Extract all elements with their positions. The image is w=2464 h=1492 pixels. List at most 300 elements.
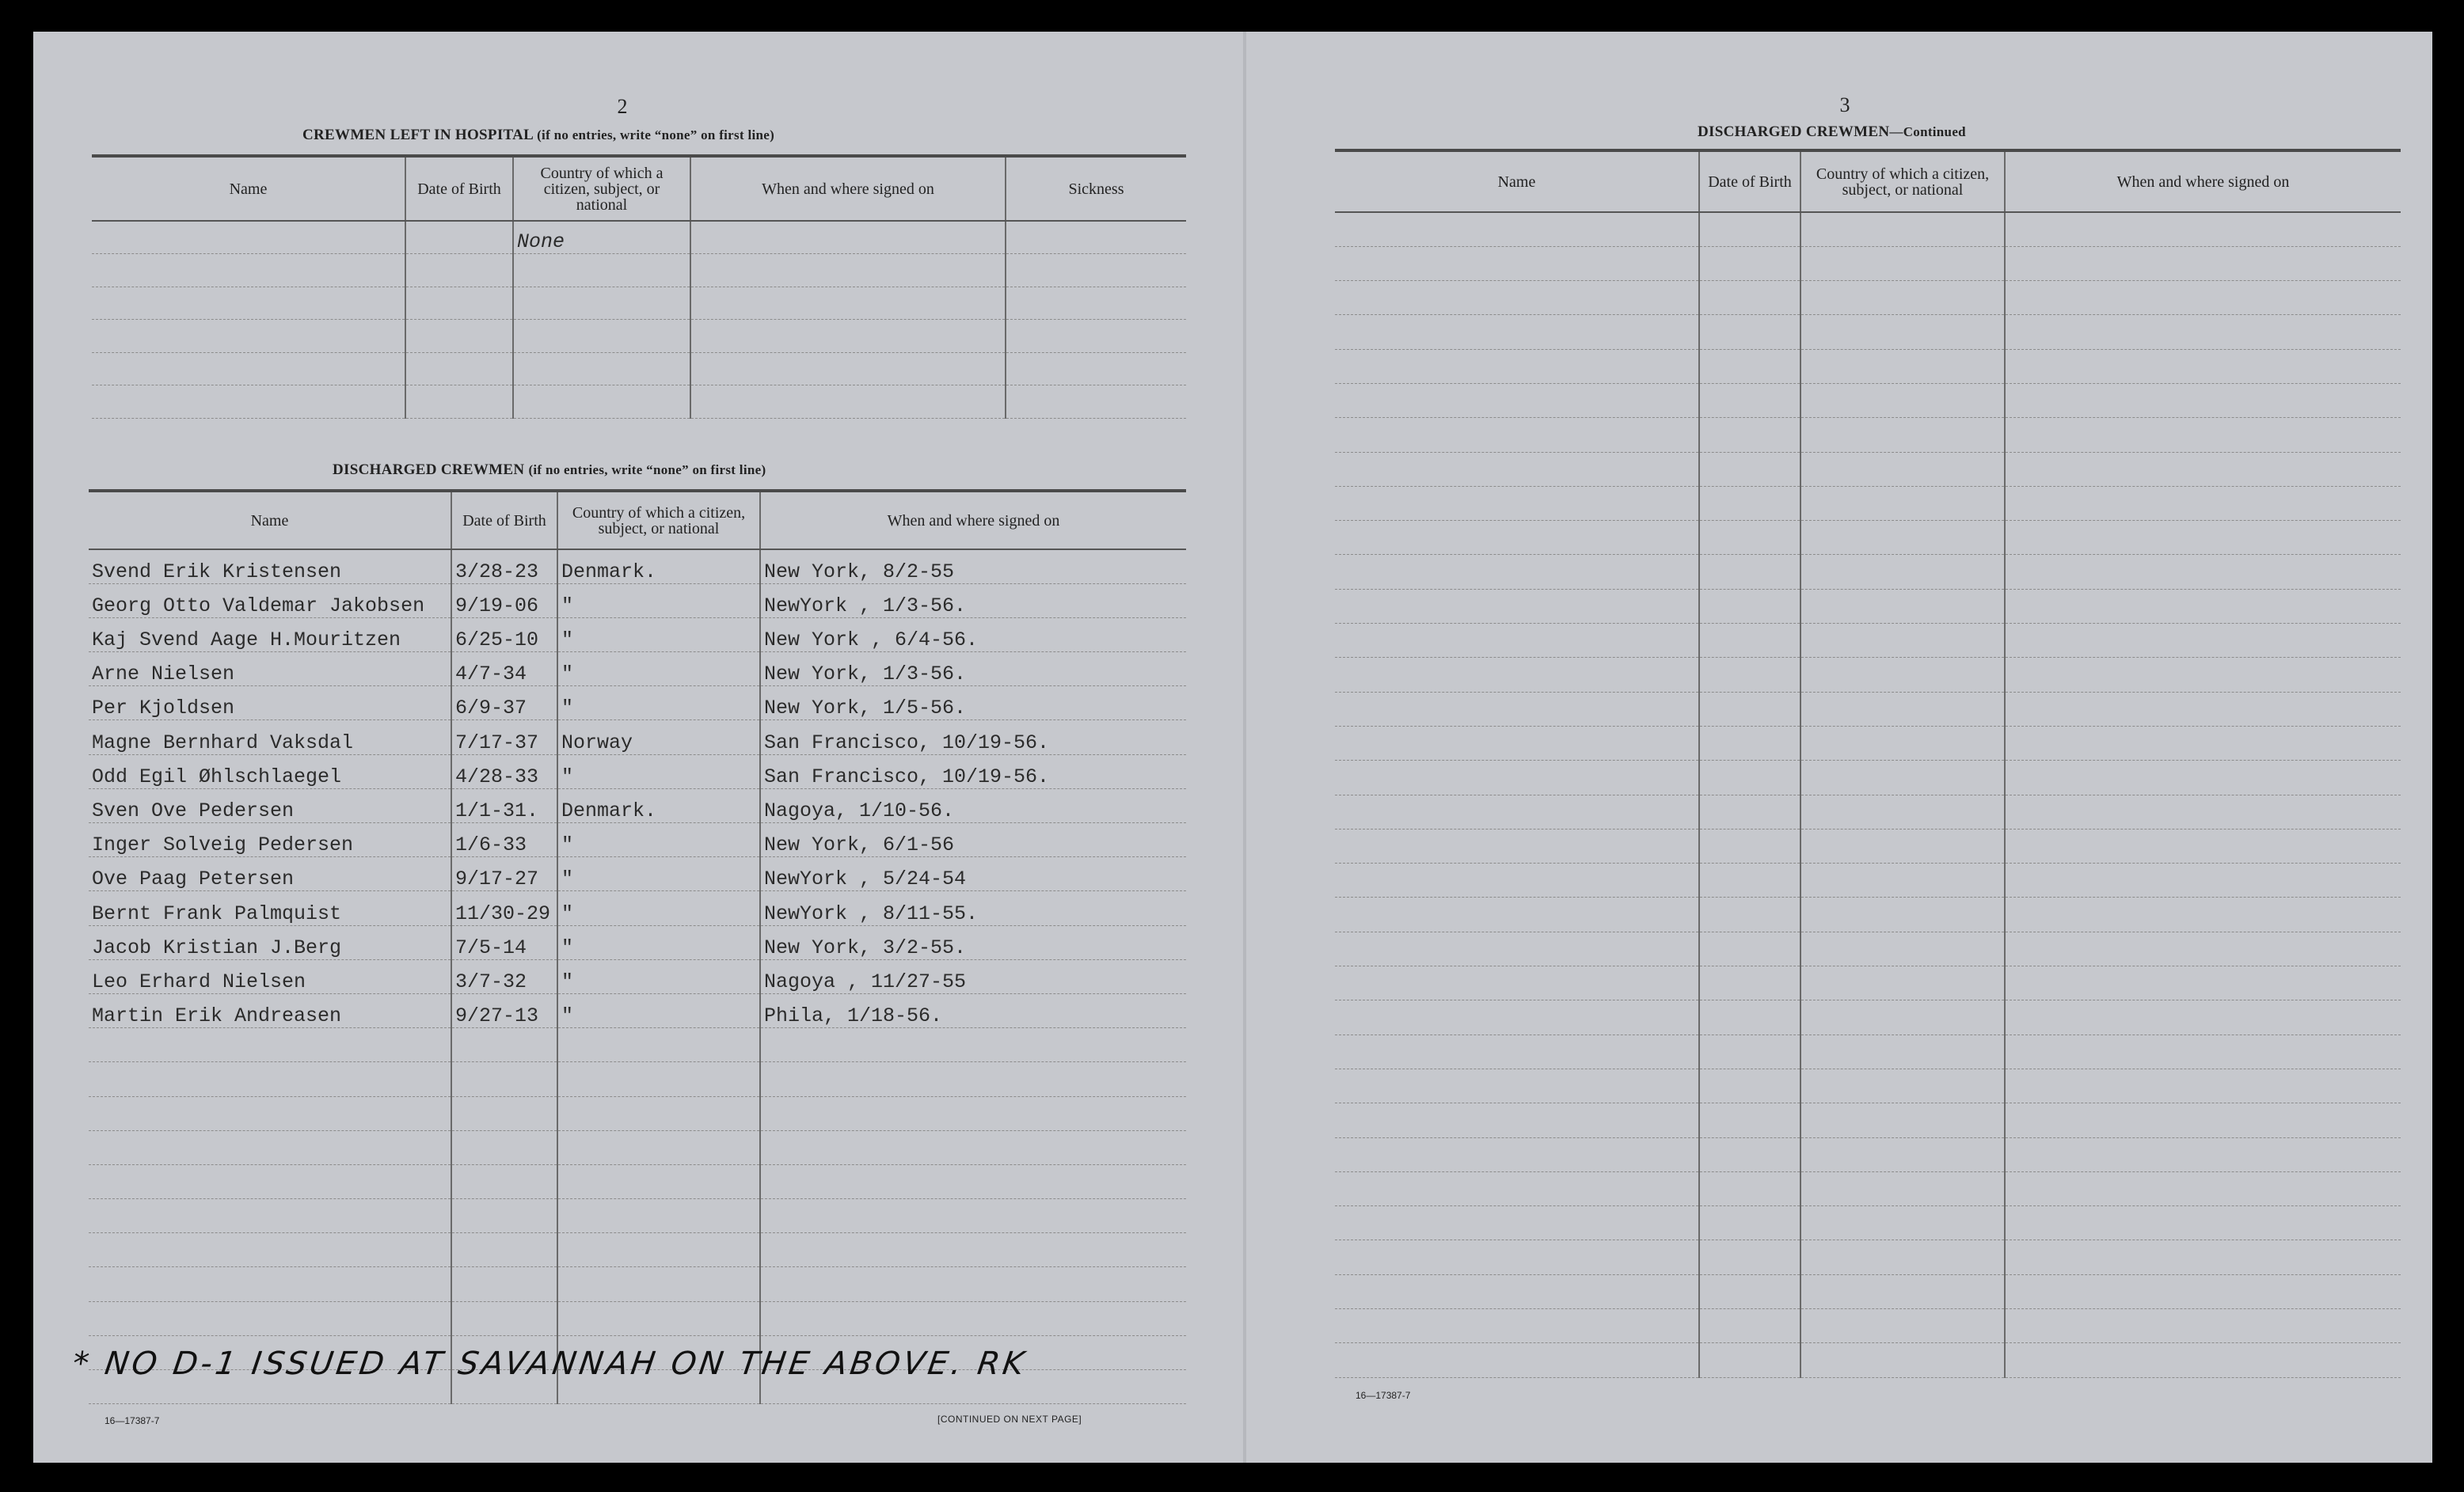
table-cell: Odd Egil Øhlschlaegel xyxy=(89,754,451,788)
table-cell xyxy=(1335,829,1699,863)
table-cell xyxy=(760,1199,1186,1233)
table-cell xyxy=(760,1130,1186,1164)
table-cell xyxy=(1800,1137,2005,1171)
table-cell xyxy=(1335,555,1699,589)
table-cell xyxy=(513,385,690,419)
table-cell: New York, 3/2-55. xyxy=(760,925,1186,959)
table-cell xyxy=(2005,486,2401,520)
table-cell: " xyxy=(557,959,760,993)
table-row xyxy=(89,891,1186,925)
table-cell xyxy=(405,352,513,385)
table-row xyxy=(89,1233,1186,1267)
table-cell xyxy=(451,1267,557,1301)
table-row xyxy=(92,254,1186,287)
table-cell xyxy=(89,1199,451,1233)
table-cell: 9/19-06 xyxy=(451,583,557,617)
table-row xyxy=(1335,281,2401,315)
column-header-country: Country of which a citizen, subject, or national xyxy=(513,156,690,221)
table-cell: " xyxy=(557,823,760,857)
table-cell xyxy=(1335,898,1699,932)
table-row xyxy=(89,754,1186,788)
table-cell xyxy=(451,1096,557,1130)
table-cell xyxy=(1699,486,1800,520)
table-cell xyxy=(557,1199,760,1233)
table-row xyxy=(1335,349,2401,383)
table-row xyxy=(1335,932,2401,966)
table-cell xyxy=(1006,352,1186,385)
table-cell xyxy=(1699,1000,1800,1035)
table-row xyxy=(1335,1309,2401,1343)
table-cell xyxy=(1800,315,2005,349)
table-cell xyxy=(2005,281,2401,315)
table-cell xyxy=(1699,898,1800,932)
table-row xyxy=(89,823,1186,857)
table-cell: 11/30-29 xyxy=(451,891,557,925)
table-cell xyxy=(690,221,1006,254)
table-cell xyxy=(1699,1103,1800,1137)
table-cell xyxy=(2005,1309,2401,1343)
table-cell xyxy=(1335,521,1699,555)
table-row xyxy=(89,1096,1186,1130)
table-cell xyxy=(1800,1206,2005,1240)
table-cell xyxy=(1800,864,2005,898)
table-cell: 7/5-14 xyxy=(451,925,557,959)
table-cell xyxy=(2005,555,2401,589)
table-cell xyxy=(1800,795,2005,829)
continued-suffix: —Continued xyxy=(1889,124,1966,139)
table-cell: San Francisco, 10/19-56. xyxy=(760,754,1186,788)
table-row xyxy=(92,221,1186,254)
table-cell xyxy=(1699,589,1800,623)
table-cell xyxy=(1800,418,2005,452)
table-cell xyxy=(1335,1274,1699,1308)
table-cell xyxy=(2005,795,2401,829)
table-cell xyxy=(690,254,1006,287)
table-cell: " xyxy=(557,617,760,651)
table-cell: NewYork , 5/24-54 xyxy=(760,857,1186,891)
table-cell xyxy=(2005,349,2401,383)
discharged-title: DISCHARGED CREWMEN xyxy=(1698,123,1890,140)
table-cell xyxy=(760,1233,1186,1267)
table-cell xyxy=(1335,1137,1699,1171)
table-cell xyxy=(2005,624,2401,658)
table-cell xyxy=(1335,692,1699,726)
table-row xyxy=(89,959,1186,993)
table-cell xyxy=(1800,624,2005,658)
table-row xyxy=(1335,761,2401,795)
table-cell: New York, 1/5-56. xyxy=(760,686,1186,720)
table-cell xyxy=(92,385,405,419)
table-cell xyxy=(557,1096,760,1130)
table-cell: Bernt Frank Palmquist xyxy=(89,891,451,925)
column-header-signed-on: When and where signed on xyxy=(2005,150,2401,212)
discharged-continued-table xyxy=(1335,149,2401,1378)
table-cell xyxy=(2005,1103,2401,1137)
column-header-name: Name xyxy=(1335,150,1699,212)
form-code: 16—17387-7 xyxy=(105,1415,160,1426)
table-cell xyxy=(451,1301,557,1335)
table-cell xyxy=(690,320,1006,353)
table-cell xyxy=(1699,1069,1800,1103)
table-row xyxy=(92,287,1186,320)
handwritten-note: * NO D-1 ISSUED AT SAVANNAH ON THE ABOVE. RK xyxy=(70,1346,1030,1382)
table-cell xyxy=(2005,521,2401,555)
table-cell xyxy=(2005,1274,2401,1308)
table-cell xyxy=(1800,1274,2005,1308)
table-cell: 3/28-23 xyxy=(451,549,557,583)
table-cell xyxy=(1800,1240,2005,1274)
table-cell xyxy=(2005,898,2401,932)
table-cell xyxy=(2005,589,2401,623)
table-cell: Per Kjoldsen xyxy=(89,686,451,720)
table-cell xyxy=(1800,212,2005,246)
table-cell xyxy=(2005,452,2401,486)
right-page xyxy=(1253,32,2432,1463)
table-cell xyxy=(2005,1343,2401,1377)
table-cell: Georg Otto Valdemar Jakobsen xyxy=(89,583,451,617)
table-cell xyxy=(1800,349,2005,383)
table-cell: Sven Ove Pedersen xyxy=(89,788,451,822)
table-cell xyxy=(690,385,1006,419)
table-cell xyxy=(89,1028,451,1062)
hospital-section-title xyxy=(302,127,774,144)
table-cell xyxy=(1800,898,2005,932)
table-cell: 1/1-31. xyxy=(451,788,557,822)
table-cell xyxy=(1699,864,1800,898)
table-cell xyxy=(1335,726,1699,760)
table-cell: Kaj Svend Aage H.Mouritzen xyxy=(89,617,451,651)
table-cell xyxy=(2005,864,2401,898)
table-cell xyxy=(1699,795,1800,829)
table-cell xyxy=(92,320,405,353)
table-cell xyxy=(1800,1103,2005,1137)
table-cell xyxy=(1800,1343,2005,1377)
table-cell xyxy=(1800,1171,2005,1205)
table-cell xyxy=(1800,521,2005,555)
table-cell xyxy=(760,1267,1186,1301)
table-row xyxy=(89,1062,1186,1096)
discharged-section-title xyxy=(333,461,766,479)
table-cell xyxy=(1800,281,2005,315)
column-header-birth: Date of Birth xyxy=(451,491,557,549)
table-row xyxy=(1335,383,2401,417)
table-cell xyxy=(1335,1069,1699,1103)
column-header-birth: Date of Birth xyxy=(405,156,513,221)
table-cell xyxy=(1699,452,1800,486)
table-cell xyxy=(92,254,405,287)
table-row xyxy=(89,1267,1186,1301)
table-cell xyxy=(1800,932,2005,966)
table-row xyxy=(1335,589,2401,623)
table-row xyxy=(1335,1137,2401,1171)
table-cell xyxy=(1699,349,1800,383)
table-cell: None xyxy=(513,221,690,254)
table-cell xyxy=(1699,624,1800,658)
table-cell: " xyxy=(557,993,760,1027)
table-row xyxy=(89,652,1186,686)
hospital-subtitle: (if no entries, write “none” on first line) xyxy=(537,127,775,142)
table-cell xyxy=(1699,383,1800,417)
table-cell xyxy=(1699,521,1800,555)
table-cell xyxy=(1699,1240,1800,1274)
table-cell xyxy=(557,1267,760,1301)
table-cell xyxy=(1699,418,1800,452)
table-cell: " xyxy=(557,583,760,617)
table-cell xyxy=(1699,1035,1800,1069)
table-cell xyxy=(1335,589,1699,623)
hospital-table xyxy=(92,154,1186,419)
table-cell xyxy=(2005,212,2401,246)
table-cell xyxy=(451,1062,557,1096)
table-row xyxy=(89,1301,1186,1335)
table-row xyxy=(89,993,1186,1027)
table-cell xyxy=(451,1233,557,1267)
table-cell xyxy=(1335,418,1699,452)
table-cell xyxy=(451,1130,557,1164)
table-cell xyxy=(1800,452,2005,486)
table-cell xyxy=(2005,383,2401,417)
table-cell xyxy=(1335,1240,1699,1274)
table-row xyxy=(1335,315,2401,349)
table-cell xyxy=(89,1267,451,1301)
table-cell xyxy=(1699,555,1800,589)
table-cell xyxy=(760,1062,1186,1096)
table-row xyxy=(1335,864,2401,898)
table-row xyxy=(89,925,1186,959)
table-cell xyxy=(1335,1343,1699,1377)
table-cell xyxy=(1335,315,1699,349)
table-cell: New York , 6/4-56. xyxy=(760,617,1186,651)
table-row xyxy=(1335,1000,2401,1035)
table-cell xyxy=(2005,418,2401,452)
table-cell xyxy=(2005,1137,2401,1171)
table-cell xyxy=(1006,287,1186,320)
column-header-birth: Date of Birth xyxy=(1699,150,1800,212)
table-cell: Denmark. xyxy=(557,549,760,583)
table-cell xyxy=(513,254,690,287)
table-cell: 4/7-34 xyxy=(451,652,557,686)
table-row xyxy=(89,617,1186,651)
table-cell xyxy=(1800,692,2005,726)
table-cell: New York, 1/3-56. xyxy=(760,652,1186,686)
table-cell xyxy=(1699,1274,1800,1308)
table-cell xyxy=(1335,212,1699,246)
table-cell: Ove Paag Petersen xyxy=(89,857,451,891)
discharged-continued-title xyxy=(1698,123,1966,141)
table-cell xyxy=(2005,966,2401,1000)
table-cell: " xyxy=(557,652,760,686)
table-row xyxy=(1335,452,2401,486)
table-cell xyxy=(1800,966,2005,1000)
column-header-name: Name xyxy=(89,491,451,549)
table-cell xyxy=(1699,1171,1800,1205)
table-row xyxy=(89,1164,1186,1198)
table-cell xyxy=(1800,486,2005,520)
table-cell xyxy=(451,1199,557,1233)
table-cell xyxy=(89,1301,451,1335)
table-cell xyxy=(760,1096,1186,1130)
table-cell xyxy=(760,1301,1186,1335)
table-row xyxy=(1335,898,2401,932)
table-cell xyxy=(1800,761,2005,795)
table-cell: 9/27-13 xyxy=(451,993,557,1027)
table-cell xyxy=(557,1028,760,1062)
table-cell xyxy=(1335,1000,1699,1035)
table-cell xyxy=(1800,589,2005,623)
table-cell xyxy=(760,1164,1186,1198)
table-cell: Arne Nielsen xyxy=(89,652,451,686)
table-cell xyxy=(1335,1309,1699,1343)
table-row xyxy=(89,857,1186,891)
table-cell xyxy=(89,1130,451,1164)
table-cell xyxy=(2005,1206,2401,1240)
table-row xyxy=(89,720,1186,754)
table-cell xyxy=(557,1301,760,1335)
column-header-name: Name xyxy=(92,156,405,221)
hospital-title: CREWMEN LEFT IN HOSPITAL xyxy=(302,127,534,143)
table-cell xyxy=(1335,1035,1699,1069)
table-cell: 9/17-27 xyxy=(451,857,557,891)
table-cell xyxy=(2005,1035,2401,1069)
table-row xyxy=(1335,1206,2401,1240)
column-header-country: Country of which a citizen, subject, or national xyxy=(557,491,760,549)
table-cell xyxy=(760,1028,1186,1062)
table-cell: " xyxy=(557,925,760,959)
table-row xyxy=(1335,658,2401,692)
table-cell: 6/25-10 xyxy=(451,617,557,651)
table-row xyxy=(1335,1343,2401,1377)
table-cell xyxy=(1699,761,1800,795)
table-cell xyxy=(1699,212,1800,246)
table-cell xyxy=(1699,1137,1800,1171)
table-cell: Denmark. xyxy=(557,788,760,822)
table-cell: " xyxy=(557,891,760,925)
table-cell: New York, 8/2-55 xyxy=(760,549,1186,583)
table-cell xyxy=(2005,761,2401,795)
table-cell xyxy=(690,287,1006,320)
table-cell: Inger Solveig Pedersen xyxy=(89,823,451,857)
table-row xyxy=(89,583,1186,617)
table-cell xyxy=(1006,385,1186,419)
table-cell xyxy=(1335,486,1699,520)
table-cell xyxy=(1699,315,1800,349)
table-cell xyxy=(1335,932,1699,966)
table-cell xyxy=(451,1028,557,1062)
page-number: 3 xyxy=(1839,93,1850,116)
table-cell xyxy=(2005,1000,2401,1035)
table-cell xyxy=(92,287,405,320)
table-cell: San Francisco, 10/19-56. xyxy=(760,720,1186,754)
table-row xyxy=(89,1028,1186,1062)
table-cell xyxy=(690,352,1006,385)
table-row xyxy=(1335,1069,2401,1103)
table-cell xyxy=(1699,829,1800,863)
table-cell xyxy=(1699,246,1800,280)
table-row xyxy=(1335,1035,2401,1069)
table-cell: 4/28-33 xyxy=(451,754,557,788)
table-row xyxy=(1335,966,2401,1000)
table-cell: Norway xyxy=(557,720,760,754)
left-page xyxy=(33,32,1221,1463)
table-cell xyxy=(89,1096,451,1130)
table-cell xyxy=(1699,932,1800,966)
table-cell xyxy=(1699,726,1800,760)
table-row xyxy=(1335,1240,2401,1274)
table-cell xyxy=(1800,658,2005,692)
table-cell xyxy=(1699,966,1800,1000)
table-cell xyxy=(557,1062,760,1096)
table-cell xyxy=(1800,829,2005,863)
table-cell xyxy=(1800,1000,2005,1035)
table-cell: " xyxy=(557,754,760,788)
table-cell: Leo Erhard Nielsen xyxy=(89,959,451,993)
table-cell xyxy=(2005,829,2401,863)
table-cell xyxy=(1699,692,1800,726)
table-cell xyxy=(1335,452,1699,486)
table-cell xyxy=(1335,1171,1699,1205)
table-cell xyxy=(1699,1206,1800,1240)
column-header-country: Country of which a citizen, subject, or national xyxy=(1800,150,2005,212)
table-cell xyxy=(1335,1206,1699,1240)
table-cell xyxy=(89,1164,451,1198)
table-row xyxy=(1335,246,2401,280)
table-cell: Nagoya , 11/27-55 xyxy=(760,959,1186,993)
table-cell xyxy=(92,352,405,385)
table-cell xyxy=(1006,254,1186,287)
table-row xyxy=(1335,624,2401,658)
table-cell xyxy=(405,287,513,320)
table-cell xyxy=(2005,932,2401,966)
table-cell xyxy=(1335,246,1699,280)
table-cell xyxy=(1699,1309,1800,1343)
table-cell xyxy=(1800,726,2005,760)
table-cell xyxy=(1699,281,1800,315)
table-row xyxy=(89,686,1186,720)
table-cell xyxy=(513,352,690,385)
table-cell xyxy=(513,320,690,353)
table-row xyxy=(92,385,1186,419)
discharged-table xyxy=(89,489,1186,1404)
table-row xyxy=(92,320,1186,353)
table-row xyxy=(1335,1274,2401,1308)
table-cell xyxy=(1800,555,2005,589)
page-number: 2 xyxy=(617,95,628,118)
table-cell xyxy=(1800,1035,2005,1069)
table-cell xyxy=(2005,692,2401,726)
table-cell xyxy=(557,1164,760,1198)
table-cell xyxy=(1800,1309,2005,1343)
form-code: 16—17387-7 xyxy=(1356,1390,1411,1401)
table-cell xyxy=(1335,761,1699,795)
table-cell xyxy=(1335,966,1699,1000)
table-cell xyxy=(557,1130,760,1164)
table-cell xyxy=(405,385,513,419)
table-cell: Martin Erik Andreasen xyxy=(89,993,451,1027)
table-cell: NewYork , 1/3-56. xyxy=(760,583,1186,617)
table-cell xyxy=(2005,726,2401,760)
table-cell xyxy=(2005,246,2401,280)
table-cell: Jacob Kristian J.Berg xyxy=(89,925,451,959)
table-cell: Nagoya, 1/10-56. xyxy=(760,788,1186,822)
table-cell xyxy=(405,254,513,287)
table-row xyxy=(1335,692,2401,726)
discharged-subtitle: (if no entries, write “none” on first line) xyxy=(528,462,766,477)
table-cell xyxy=(92,221,405,254)
continued-note: [CONTINUED ON NEXT PAGE] xyxy=(937,1414,1082,1425)
table-cell xyxy=(1335,658,1699,692)
table-cell xyxy=(1335,281,1699,315)
column-header-signed-on: When and where signed on xyxy=(760,491,1186,549)
